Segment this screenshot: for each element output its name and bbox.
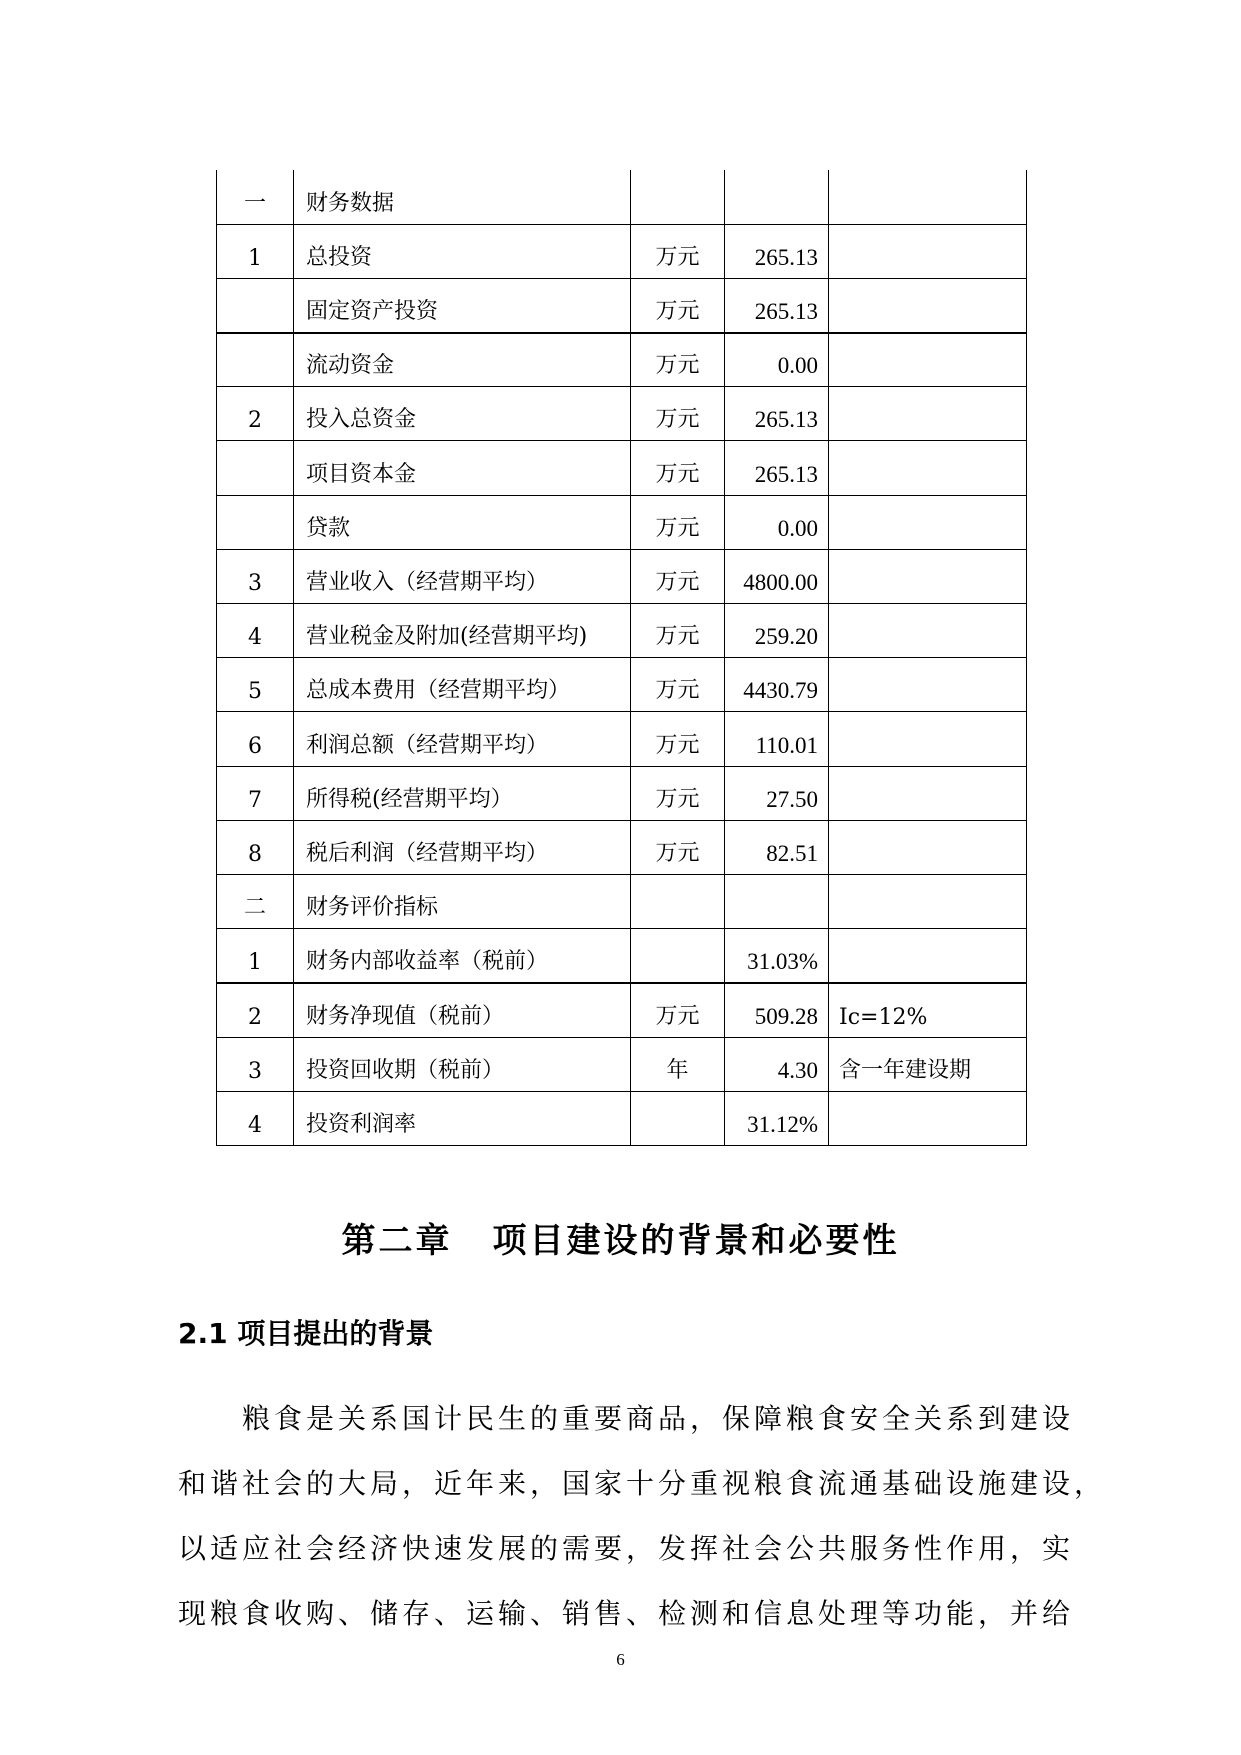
cell-note [829,170,1027,224]
cell-unit: 万元 [631,278,725,332]
table-row [217,170,1027,224]
cell-unit: 万元 [631,387,725,441]
cell-item-name: 财务评价指标 [294,874,631,928]
table-row [217,387,1027,441]
cell-row-number: 一 [217,170,294,224]
table-row [217,441,1027,495]
cell-note [829,278,1027,332]
cell-value: 265.13 [725,224,829,278]
cell-row-number [217,441,294,495]
cell-value [725,170,829,224]
table-row [217,604,1027,658]
cell-value: 110.01 [725,712,829,766]
cell-row-number: 3 [217,549,294,603]
table-row [217,983,1027,1037]
cell-row-number [217,278,294,332]
cell-note: Ic=12% [829,983,1027,1037]
cell-item-name: 投资利润率 [294,1091,631,1145]
cell-row-number: 4 [217,1091,294,1145]
cell-value: 265.13 [725,441,829,495]
cell-note [829,441,1027,495]
cell-value: 31.12% [725,1091,829,1145]
cell-row-number: 二 [217,874,294,928]
chapter-label: 第二章 [341,1221,453,1261]
table-row [217,1091,1027,1145]
paragraph-line: 现粮食收购、储存、运输、销售、检测和信息处理等功能，并给 [178,1597,1075,1630]
cell-note [829,495,1027,549]
cell-unit: 万元 [631,712,725,766]
paragraph-line: 和谐社会的大局，近年来，国家十分重视粮食流通基础设施建设， [178,1467,1107,1500]
cell-note [829,224,1027,278]
table-row [217,658,1027,712]
cell-row-number: 5 [217,658,294,712]
table-row [217,333,1027,387]
table-row [217,820,1027,874]
cell-value: 265.13 [725,278,829,332]
cell-note [829,820,1027,874]
cell-unit [631,1091,725,1145]
cell-item-name: 财务净现值（税前） [294,983,631,1037]
cell-row-number: 6 [217,712,294,766]
cell-unit: 万元 [631,658,725,712]
cell-item-name: 固定资产投资 [294,278,631,332]
cell-note [829,874,1027,928]
table-row [217,766,1027,820]
cell-note [829,712,1027,766]
cell-row-number: 3 [217,1037,294,1091]
table-row [217,549,1027,603]
page-number: 6 [616,1650,625,1669]
section-title: 2.1 项目提出的背景 [178,1317,434,1350]
cell-unit: 万元 [631,766,725,820]
cell-value: 265.13 [725,387,829,441]
cell-unit: 年 [631,1037,725,1091]
cell-value: 31.03% [725,929,829,983]
cell-unit: 万元 [631,549,725,603]
cell-unit [631,929,725,983]
cell-note [829,1091,1027,1145]
cell-unit: 万元 [631,604,725,658]
cell-unit [631,170,725,224]
financial-summary-table [216,170,1027,1146]
cell-item-name: 投资回收期（税前） [294,1037,631,1091]
cell-note [829,333,1027,387]
cell-value: 0.00 [725,333,829,387]
cell-unit: 万元 [631,441,725,495]
cell-value: 509.28 [725,983,829,1037]
cell-unit: 万元 [631,495,725,549]
cell-item-name: 财务数据 [294,170,631,224]
cell-item-name: 税后利润（经营期平均） [294,820,631,874]
table-row [217,874,1027,928]
cell-item-name: 营业收入（经营期平均） [294,549,631,603]
cell-item-name: 营业税金及附加(经营期平均) [294,604,631,658]
cell-item-name: 项目资本金 [294,441,631,495]
cell-row-number: 8 [217,820,294,874]
cell-note [829,658,1027,712]
cell-row-number: 1 [217,929,294,983]
cell-unit: 万元 [631,983,725,1037]
table-row [217,495,1027,549]
cell-row-number: 1 [217,224,294,278]
cell-value: 259.20 [725,604,829,658]
cell-note [829,766,1027,820]
cell-item-name: 总成本费用（经营期平均） [294,658,631,712]
cell-note [829,387,1027,441]
paragraph-line: 以适应社会经济快速发展的需要，发挥社会公共服务性作用，实 [178,1532,1075,1565]
cell-value: 27.50 [725,766,829,820]
table-row [217,929,1027,983]
cell-item-name: 贷款 [294,495,631,549]
cell-item-name: 利润总额（经营期平均） [294,712,631,766]
cell-item-name: 流动资金 [294,333,631,387]
cell-unit: 万元 [631,224,725,278]
cell-row-number: 2 [217,983,294,1037]
cell-value: 82.51 [725,820,829,874]
table-row [217,1037,1027,1091]
cell-row-number [217,333,294,387]
cell-unit: 万元 [631,333,725,387]
cell-row-number [217,495,294,549]
cell-note [829,929,1027,983]
table-row [217,224,1027,278]
cell-unit: 万元 [631,820,725,874]
cell-value: 4800.00 [725,549,829,603]
cell-item-name: 财务内部收益率（税前） [294,929,631,983]
chapter-heading: 项目建设的背景和必要性 [492,1221,900,1261]
chapter-title [0,1213,1241,1262]
cell-value: 4.30 [725,1037,829,1091]
cell-row-number: 7 [217,766,294,820]
cell-item-name: 投入总资金 [294,387,631,441]
cell-note [829,549,1027,603]
cell-value [725,874,829,928]
cell-value: 4430.79 [725,658,829,712]
cell-note: 含一年建设期 [829,1037,1027,1091]
cell-unit [631,874,725,928]
table-row [217,278,1027,332]
cell-item-name: 总投资 [294,224,631,278]
cell-item-name: 所得税(经营期平均） [294,766,631,820]
cell-row-number: 2 [217,387,294,441]
cell-value: 0.00 [725,495,829,549]
cell-row-number: 4 [217,604,294,658]
paragraph-line: 粮食是关系国计民生的重要商品，保障粮食安全关系到建设 [242,1402,1075,1435]
cell-note [829,604,1027,658]
table-row [217,712,1027,766]
